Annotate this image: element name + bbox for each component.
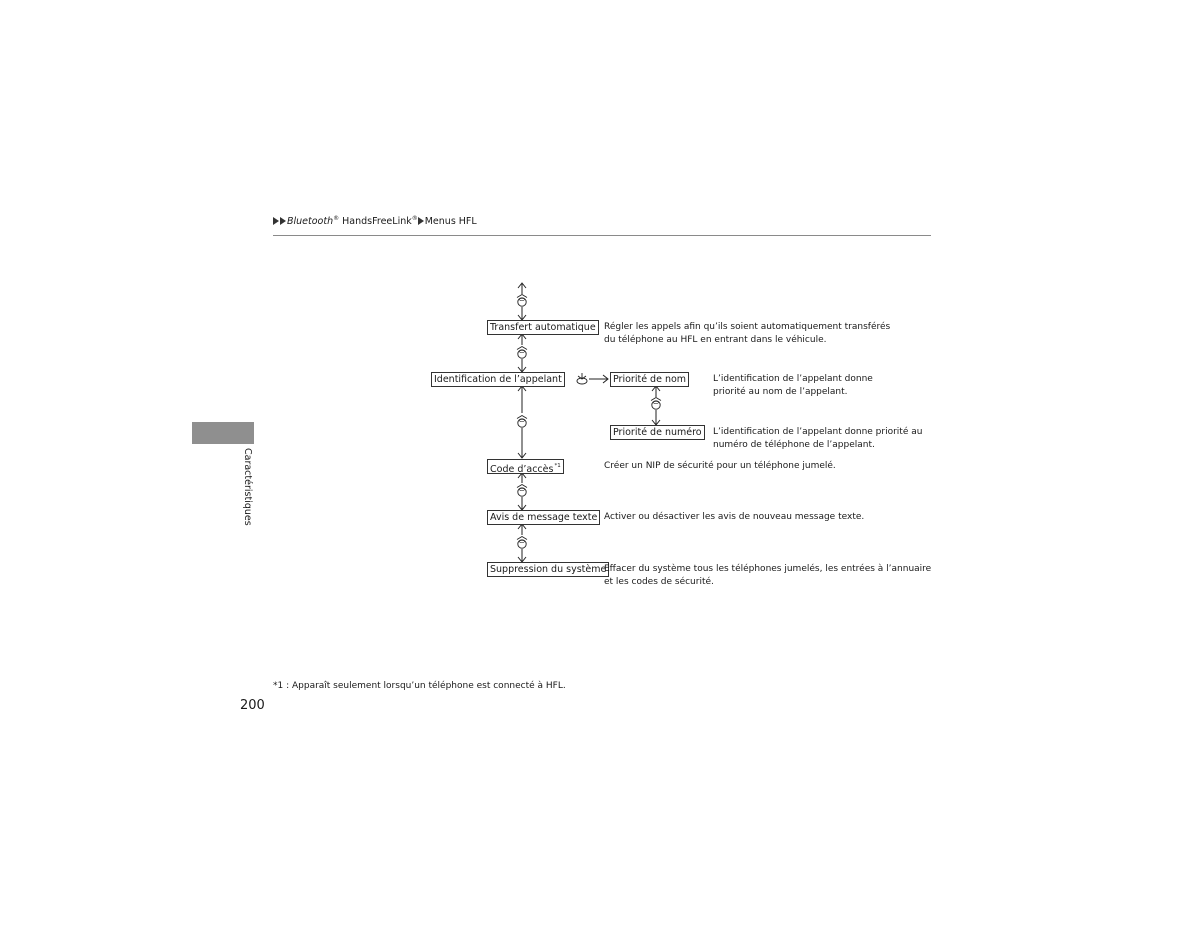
menu-item-system-clear: Suppression du système — [487, 562, 609, 577]
rotary-scroll-icon — [517, 485, 527, 497]
rotary-press-icon — [577, 373, 587, 384]
desc-system-clear: Effacer du système tous les téléphones jumelés, les entrées à l’annuaire et les codes de sécurité. — [604, 564, 932, 587]
rotary-scroll-icon — [517, 347, 527, 359]
menu-item-auto-transfer: Transfert automatique — [487, 320, 599, 335]
side-tab-label: Caractéristiques — [242, 448, 253, 526]
menu-item-number-priority: Priorité de numéro — [610, 425, 705, 440]
footnote-ref: *1 — [554, 463, 561, 469]
page-number: 200 — [240, 698, 265, 713]
breadcrumb-bluetooth: Bluetooth — [287, 216, 334, 228]
rotary-scroll-icon — [517, 537, 527, 549]
menu-item-passcode — [487, 459, 564, 474]
rotary-scroll-icon — [651, 398, 661, 410]
desc-text-notice: Activer ou désactiver les avis de nouveau message texte. — [604, 512, 865, 522]
passcode-label: Code d’accès — [490, 464, 554, 475]
registered-mark: ® — [333, 215, 340, 222]
footnote: *1 : Apparaît seulement lorsqu’un téléphone est connecté à HFL. — [273, 681, 566, 691]
rotary-scroll-icon — [517, 416, 527, 428]
menu-item-caller-id: Identification de l’appelant — [431, 372, 565, 387]
desc-passcode: Créer un NIP de sécurité pour un téléphone jumelé. — [604, 461, 836, 471]
desc-number-priority: L’identification de l’appelant donne priorité au numéro de téléphone de l’appelant. — [713, 427, 923, 450]
desc-name-priority: L’identification de l’appelant donne priorité au nom de l’appelant. — [713, 374, 873, 397]
breadcrumb-handsfreelink: HandsFreeLink — [339, 216, 412, 228]
rotary-scroll-icon — [517, 295, 527, 307]
menu-item-name-priority: Priorité de nom — [610, 372, 689, 387]
breadcrumb-menus-hfl: Menus HFL — [424, 216, 477, 228]
desc-auto-transfer: Régler les appels afin qu’ils soient automatiquement transférés du téléphone au HFL en entrant dans le véhicule. — [604, 322, 891, 345]
registered-mark: ® — [411, 215, 418, 222]
menu-item-text-notice: Avis de message texte — [487, 510, 600, 525]
